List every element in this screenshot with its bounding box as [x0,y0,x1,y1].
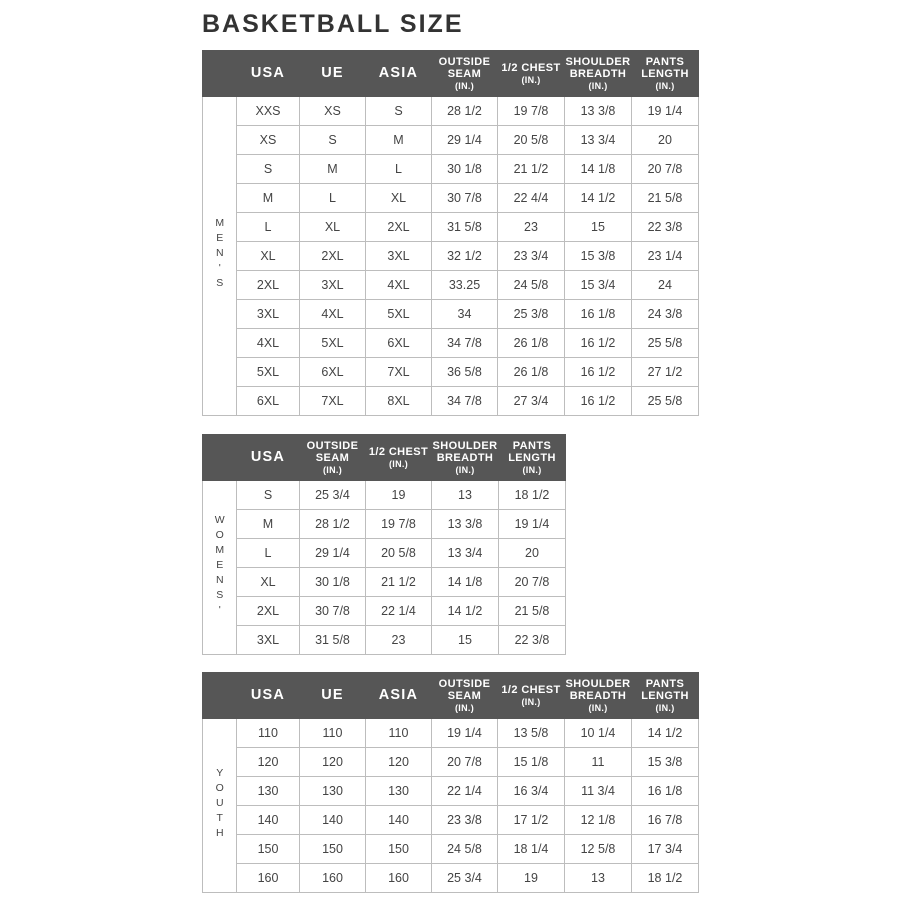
table-row [203,481,566,510]
column-header-unit: (IN.) [455,80,474,91]
table-cell: 26 1/8 [498,329,565,358]
table-cell: 34 [432,300,498,329]
table-row [203,358,699,387]
table-cell: 15 3/8 [565,242,632,271]
table-row [203,300,699,329]
table-cell: 130 [300,777,366,806]
table-cell: 10 1/4 [565,719,632,748]
table-corner-cell [203,51,237,97]
table-cell: S [237,481,300,510]
table-cell: 22 4/4 [498,184,565,213]
table-cell: 3XL [237,300,300,329]
table-cell: XL [237,242,300,271]
table-cell: 18 1/2 [632,864,699,893]
table-cell: 13 [432,481,499,510]
column-header: UE [300,51,366,97]
table-cell: 20 7/8 [632,155,699,184]
table-cell: 130 [237,777,300,806]
column-header: ASIA [366,673,432,719]
table-cell: 110 [366,719,432,748]
table-row [203,271,699,300]
table-cell: 20 [499,539,566,568]
table-cell: 36 5/8 [432,358,498,387]
table-cell: M [366,126,432,155]
table-cell: 23 3/8 [432,806,498,835]
table-cell: XS [237,126,300,155]
table-cell: 19 7/8 [366,510,432,539]
table-cell: 12 1/8 [565,806,632,835]
table-cell: 30 7/8 [300,597,366,626]
column-header-unit: (IN.) [588,80,608,91]
womens-table-head [203,435,566,481]
table-cell: 13 3/4 [432,539,499,568]
column-header-unit: (IN.) [521,74,541,85]
table-cell: 2XL [300,242,366,271]
table-cell: 23 3/4 [498,242,565,271]
table-cell: 18 1/4 [498,835,565,864]
table-cell: XL [300,213,366,242]
table-cell: 22 3/8 [632,213,699,242]
table-cell: 29 1/4 [432,126,498,155]
column-header-unit: (IN.) [655,702,675,713]
column-header-unit: (IN.) [455,464,475,475]
table-cell: XL [237,568,300,597]
column-header: 1/2 CHEST (IN.) [366,435,432,481]
table-cell: 34 7/8 [432,329,498,358]
column-header: OUTSIDE SEAM (IN.) [432,51,498,97]
table-cell: 13 3/8 [565,97,632,126]
table-cell: S [366,97,432,126]
table-cell: 4XL [300,300,366,329]
table-row [203,184,699,213]
table-cell: 15 1/8 [498,748,565,777]
column-header: PANTS LENGTH (IN.) [632,51,699,97]
table-cell: 24 3/8 [632,300,699,329]
column-header: SHOULDER BREADTH (IN.) [432,435,499,481]
table-cell: 16 1/8 [565,300,632,329]
table-cell: 160 [366,864,432,893]
table-cell: 29 1/4 [300,539,366,568]
table-cell: 14 1/2 [432,597,499,626]
table-cell: 21 1/2 [366,568,432,597]
table-cell: 16 1/2 [565,329,632,358]
table-side-label-text: WOMENS' [213,513,226,619]
table-cell: 11 3/4 [565,777,632,806]
table-cell: 27 3/4 [498,387,565,416]
youth-table-head [203,673,699,719]
table-cell: 16 1/2 [565,387,632,416]
table-cell: 120 [300,748,366,777]
table-cell: 110 [237,719,300,748]
table-side-label [203,97,237,416]
table-cell: 22 3/8 [499,626,566,655]
table-row [203,510,566,539]
table-cell: 14 1/8 [432,568,499,597]
table-corner-cell [203,435,237,481]
table-row [203,777,699,806]
column-header: USA [237,51,300,97]
table-row [203,329,699,358]
table-cell: 19 1/4 [632,97,699,126]
column-header: ASIA [366,51,432,97]
table-row [203,806,699,835]
table-cell: 31 5/8 [432,213,498,242]
table-cell: 140 [237,806,300,835]
table-cell: 20 5/8 [366,539,432,568]
table-cell: 160 [237,864,300,893]
table-cell: 110 [300,719,366,748]
table-row [203,155,699,184]
table-cell: 20 5/8 [498,126,565,155]
table-cell: 12 5/8 [565,835,632,864]
table-cell: 16 1/2 [565,358,632,387]
table-row [203,748,699,777]
table-cell: 19 1/4 [499,510,566,539]
table-cell: 5XL [300,329,366,358]
mens-table-head [203,51,699,97]
table-cell: S [300,126,366,155]
table-row [203,213,699,242]
table-row [203,626,566,655]
table-cell: 19 1/4 [432,719,498,748]
table-cell: M [237,510,300,539]
table-row [203,719,699,748]
table-cell: XL [366,184,432,213]
table-cell: 25 3/4 [300,481,366,510]
table-cell: S [237,155,300,184]
column-header-unit: (IN.) [522,464,542,475]
table-cell: 13 5/8 [498,719,565,748]
table-corner-cell [203,673,237,719]
table-cell: 150 [366,835,432,864]
column-header: UE [300,673,366,719]
table-cell: 30 1/8 [432,155,498,184]
table-cell: 15 3/4 [565,271,632,300]
table-cell: 21 5/8 [499,597,566,626]
table-side-label-text: YOUTH [213,766,226,842]
table-cell: 2XL [237,271,300,300]
table-cell: 19 7/8 [498,97,565,126]
table-cell: 22 1/4 [432,777,498,806]
table-cell: 32 1/2 [432,242,498,271]
table-cell: L [300,184,366,213]
table-cell: 4XL [366,271,432,300]
table-cell: XXS [237,97,300,126]
page-title: BASKETBALL SIZE [202,10,464,38]
table-cell: 3XL [300,271,366,300]
table-cell: 2XL [366,213,432,242]
table-cell: 23 1/4 [632,242,699,271]
column-header: SHOULDER BREADTH (IN.) [565,673,632,719]
table-row [203,387,699,416]
column-header-unit: (IN.) [323,464,342,475]
table-cell: 160 [300,864,366,893]
youth-table-body [203,719,699,893]
table-row [203,597,566,626]
table-cell: 16 7/8 [632,806,699,835]
table-cell: 6XL [366,329,432,358]
table-cell: L [366,155,432,184]
table-cell: 20 7/8 [499,568,566,597]
column-header: SHOULDER BREADTH (IN.) [565,51,632,97]
table-cell: 19 [498,864,565,893]
table-cell: 14 1/2 [565,184,632,213]
table-cell: 24 5/8 [432,835,498,864]
table-cell: 17 3/4 [632,835,699,864]
column-header: OUTSIDE SEAM (IN.) [432,673,498,719]
table-cell: 34 7/8 [432,387,498,416]
table-row [203,864,699,893]
table-side-label-text: MEN'S [213,217,226,292]
table-cell: 17 1/2 [498,806,565,835]
table-row [203,97,699,126]
table-cell: XS [300,97,366,126]
table-cell: 22 1/4 [366,597,432,626]
table-cell: 4XL [237,329,300,358]
table-cell: 16 1/8 [632,777,699,806]
column-header: PANTS LENGTH (IN.) [632,673,699,719]
womens-table-body [203,481,566,655]
column-header-unit: (IN.) [521,696,541,707]
mens-size-table [202,50,699,416]
table-cell: 19 [366,481,432,510]
table-cell: 14 1/2 [632,719,699,748]
table-cell: 6XL [300,358,366,387]
table-cell: 13 3/4 [565,126,632,155]
table-cell: 33.25 [432,271,498,300]
table-cell: 24 5/8 [498,271,565,300]
table-row [203,568,566,597]
table-header-row [203,435,566,481]
table-cell: 140 [366,806,432,835]
table-cell: 16 3/4 [498,777,565,806]
table-cell: 21 1/2 [498,155,565,184]
table-row [203,835,699,864]
table-cell: 31 5/8 [300,626,366,655]
table-cell: 140 [300,806,366,835]
table-cell: 26 1/8 [498,358,565,387]
table-cell: 13 [565,864,632,893]
table-cell: 14 1/8 [565,155,632,184]
table-cell: 15 [432,626,499,655]
table-cell: 7XL [366,358,432,387]
table-cell: M [300,155,366,184]
table-cell: M [237,184,300,213]
column-header-unit: (IN.) [455,702,474,713]
table-cell: 7XL [300,387,366,416]
table-cell: 25 3/8 [498,300,565,329]
table-header-row [203,51,699,97]
table-cell: 30 7/8 [432,184,498,213]
table-cell: 11 [565,748,632,777]
table-cell: 27 1/2 [632,358,699,387]
table-row [203,242,699,271]
table-cell: 150 [237,835,300,864]
table-cell: 23 [366,626,432,655]
table-cell: 13 3/8 [432,510,499,539]
table-cell: 25 5/8 [632,387,699,416]
table-header-row [203,673,699,719]
column-header: OUTSIDE SEAM (IN.) [300,435,366,481]
table-cell: 5XL [237,358,300,387]
table-cell: 25 5/8 [632,329,699,358]
table-cell: 120 [237,748,300,777]
table-side-label [203,719,237,893]
table-cell: 5XL [366,300,432,329]
table-cell: 120 [366,748,432,777]
column-header-unit: (IN.) [389,458,408,469]
table-cell: 23 [498,213,565,242]
table-cell: L [237,539,300,568]
table-cell: 8XL [366,387,432,416]
column-header: 1/2 CHEST (IN.) [498,51,565,97]
table-cell: 6XL [237,387,300,416]
table-cell: 3XL [237,626,300,655]
column-header-unit: (IN.) [655,80,675,91]
table-cell: 15 3/8 [632,748,699,777]
column-header: USA [237,435,300,481]
column-header: 1/2 CHEST (IN.) [498,673,565,719]
table-side-label [203,481,237,655]
table-cell: 18 1/2 [499,481,566,510]
table-cell: 21 5/8 [632,184,699,213]
table-cell: 30 1/8 [300,568,366,597]
mens-table-body [203,97,699,416]
table-cell: 24 [632,271,699,300]
table-cell: 20 [632,126,699,155]
table-cell: 150 [300,835,366,864]
table-cell: 3XL [366,242,432,271]
table-row [203,126,699,155]
column-header: USA [237,673,300,719]
table-cell: L [237,213,300,242]
column-header: PANTS LENGTH (IN.) [499,435,566,481]
table-row [203,539,566,568]
youth-size-table [202,672,699,893]
table-cell: 2XL [237,597,300,626]
womens-size-table [202,434,566,655]
table-cell: 28 1/2 [432,97,498,126]
table-cell: 130 [366,777,432,806]
table-cell: 28 1/2 [300,510,366,539]
table-cell: 20 7/8 [432,748,498,777]
column-header-unit: (IN.) [588,702,608,713]
table-cell: 25 3/4 [432,864,498,893]
table-cell: 15 [565,213,632,242]
